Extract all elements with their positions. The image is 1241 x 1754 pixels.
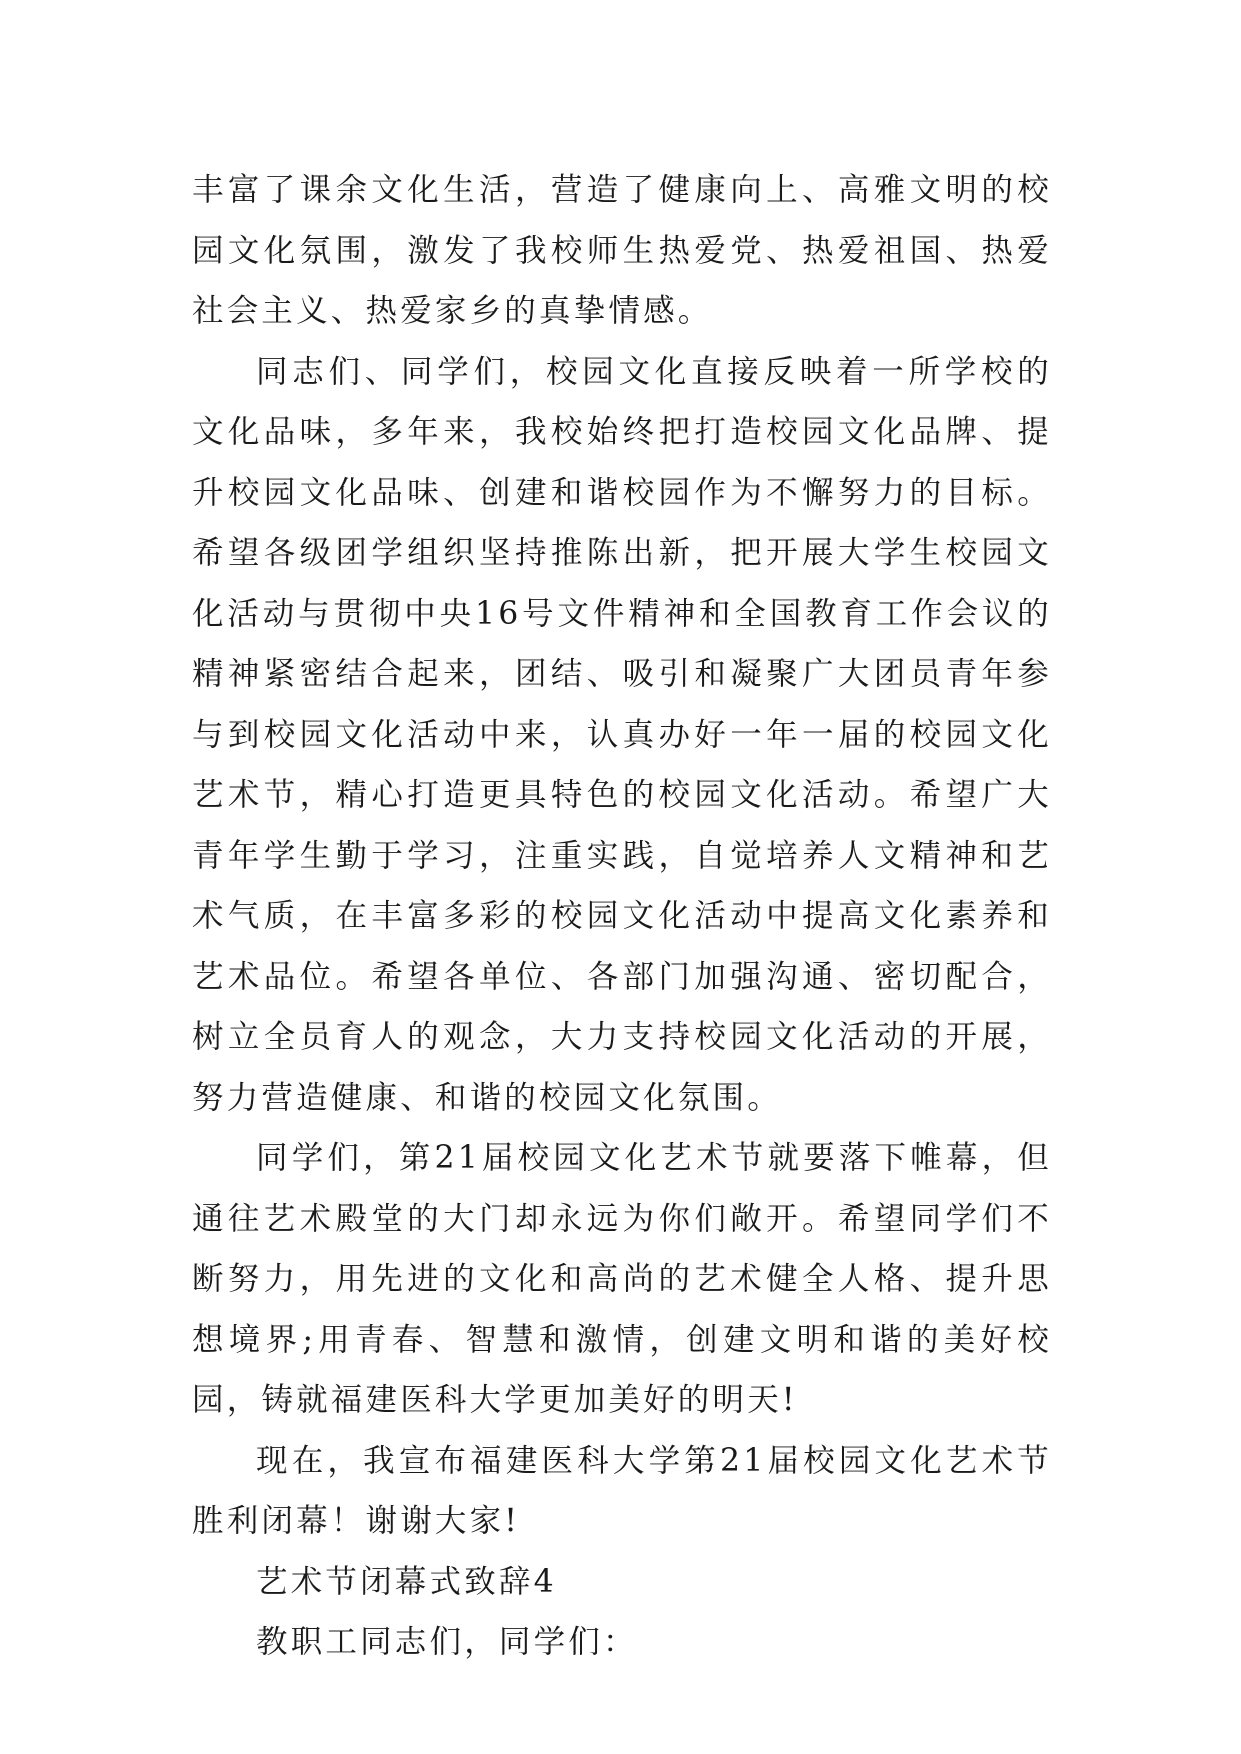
section-heading: 艺术节闭幕式致辞4 [256,1563,557,1600]
paragraph-2: 同志们、同学们，校园文化直接反映着一所学校的文化品味，多年来，我校始终把打造校园文化品牌、提升校园文化品味、创建和谐校园作为不懈努力的目标。希望各级团学组织坚持推陈出新，把开展大学生校园文化活动与贯彻中央16号文件精神和全国教育工作会议的精神紧密结合起来，团结、吸引和凝聚广大团员青年参与到校园文化活动中来，认真办好一年一届的校园文化艺术节，精心打造更具特色的校园文化活动。希望广大青年学生勤于学习，注重实践，自觉培养人文精神和艺术气质，在丰富多彩的校园文化活动中提高文化素养和艺术品位。希望各单位、各部门加强沟通、密切配合，树立全员育人的观念，大力支持校园文化活动的开展，努力营造健康、和谐的校园文化氛围。 [192,353,1052,1116]
paragraph-3: 同学们，第21届校园文化艺术节就要落下帷幕，但通往艺术殿堂的大门却永远为你们敞开。希望同学们不断努力，用先进的文化和高尚的艺术健全人格、提升思想境界;用青春、智慧和激情，创建文明和谐的美好校园，铸就福建医科大学更加美好的明天! [192,1140,1052,1418]
paragraph-4: 现在，我宣布福建医科大学第21届校园文化艺术节胜利闭幕！谢谢大家! [192,1442,1052,1539]
paragraph-1: 丰富了课余文化生活，营造了健康向上、高雅文明的校园文化氛围，激发了我校师生热爱党、热爱祖国、热爱社会主义、热爱家乡的真挚情感。 [192,172,1052,329]
salutation: 教职工同志们，同学们： [256,1624,638,1660]
document-body [192,160,1052,1673]
